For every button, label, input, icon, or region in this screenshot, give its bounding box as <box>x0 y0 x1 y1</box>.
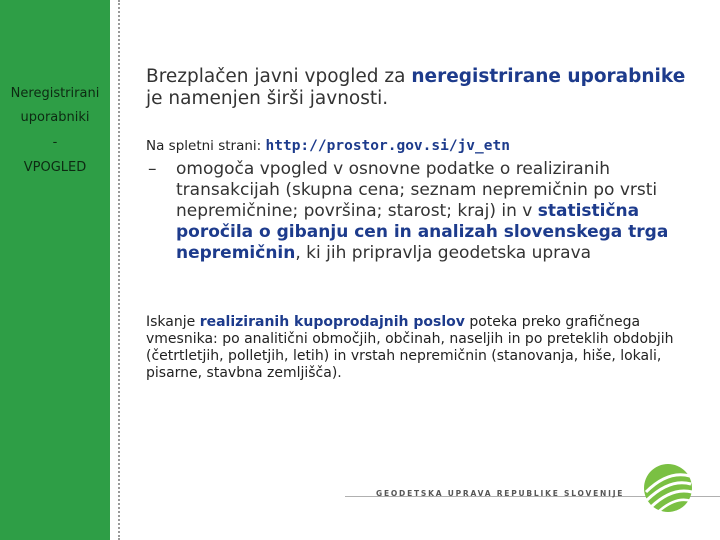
bullet-dash: – <box>148 159 157 179</box>
url-line <box>146 138 510 154</box>
headline-text-2: je namenjen širši javnosti. <box>146 88 389 109</box>
sidebar-label-line2: uporabniki <box>20 110 90 125</box>
search-paragraph <box>146 314 691 382</box>
bullet-text-2: , ki jih pripravlja geodetska uprava <box>295 243 592 263</box>
headline-bold-term: neregistrirane uporabnike <box>411 66 686 87</box>
geodetic-globe-logo-icon <box>642 462 694 514</box>
search-text-1: Iskanje <box>146 314 200 330</box>
bullet-bold-term: statistična poročila o gibanju cen in analizah slovenskega trga nepremičnin <box>176 201 669 263</box>
sidebar-label-line1: Neregistrirani <box>10 86 100 101</box>
footer-org-name: GEODETSKA UPRAVA REPUBLIKE SLOVENIJE <box>376 489 625 498</box>
bullet-text <box>148 159 688 264</box>
sidebar-label-line4: VPOGLED <box>23 160 87 175</box>
bullet-text-1: omogoča vpogled v osnovne podatke o realiziranih transakcijah (skupna cena; seznam nepremičnin po vrsti nepremičnine; površina; starost; kraj) in v <box>176 159 658 221</box>
search-bold-term: realiziranih kupoprodajnih poslov <box>199 314 465 330</box>
sidebar-label-line3: - <box>52 135 58 150</box>
sidebar <box>0 0 110 540</box>
portal-url: http://prostor.gov.si/jv_etn <box>265 138 510 154</box>
headline <box>146 66 706 110</box>
search-text-2: poteka preko grafičnega vmesnika: po analitični območjih, občinah, naseljih in po preteklih obdobjih (četrtletjih, polletjih, letih) in vrstah nepremičnin (stanovanja, hiše, lokali, pisarne, stavbna zemljišča). <box>146 314 674 381</box>
headline-text-1: Brezplačen javni vpogled za <box>146 66 412 87</box>
feature-bullet <box>148 159 688 264</box>
sidebar-divider <box>118 0 120 540</box>
url-label: Na spletni strani: <box>146 138 266 154</box>
